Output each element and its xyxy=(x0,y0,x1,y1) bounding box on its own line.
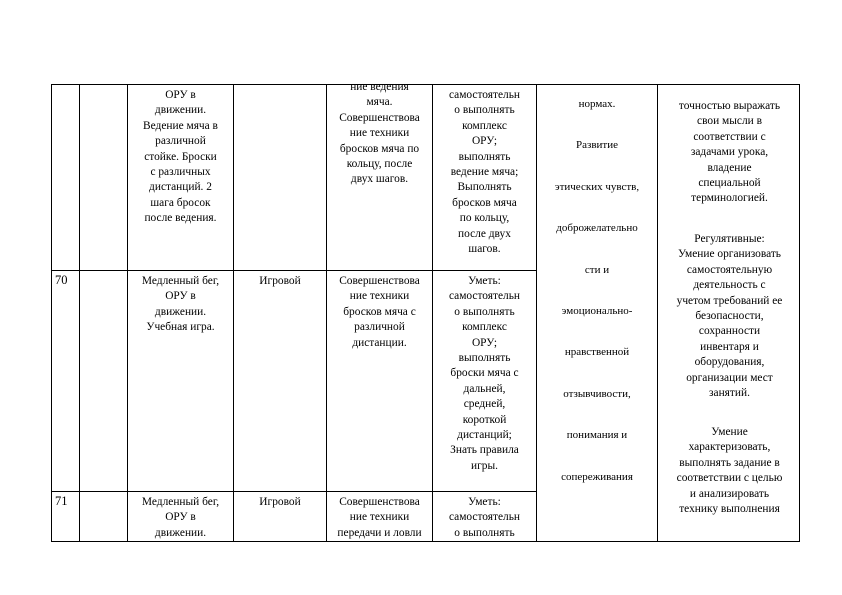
lesson-type-cell: Игровой xyxy=(259,496,301,508)
text-line: ние техники xyxy=(349,127,410,140)
text-line: ведение мяча; xyxy=(450,166,519,179)
text-line: о выполнять xyxy=(454,526,515,539)
text-line: ОРУ в xyxy=(165,290,196,303)
text-line: безопасности, xyxy=(695,310,764,323)
requirements-cell xyxy=(433,495,536,541)
text-line: комплекс xyxy=(462,119,507,132)
text-line: бросков мяча с xyxy=(343,305,416,318)
text-line: Выполнять xyxy=(457,181,512,194)
text-line: с различных xyxy=(150,166,211,179)
meta-results-part2 xyxy=(658,232,801,401)
text-line: самостоятельную xyxy=(686,263,773,276)
row-divider xyxy=(52,491,537,492)
topic-cell xyxy=(128,495,233,541)
text-line: Знать правила xyxy=(450,444,519,457)
text-line: ние техники xyxy=(349,290,410,303)
text-line: кольцу, после xyxy=(346,158,413,171)
topic-cell xyxy=(128,274,233,336)
text-line: технику выполнения xyxy=(679,503,780,516)
text-line: ОРУ в xyxy=(165,89,196,101)
text-line: ние техники xyxy=(349,511,410,524)
meta-results-part1 xyxy=(658,99,801,207)
text-line: комплекс xyxy=(462,321,507,334)
text-line: сопереживания xyxy=(561,470,633,483)
row-number: 70 xyxy=(55,273,68,287)
text-line: терминологией. xyxy=(691,192,768,205)
text-line: Развитие xyxy=(575,139,618,152)
text-line: самостоятельн xyxy=(448,89,521,101)
text-line: сохранности xyxy=(698,325,761,338)
text-line: бросков мяча по xyxy=(339,142,420,155)
text-line: оборудования, xyxy=(694,356,765,369)
text-line: Медленный бег, xyxy=(141,496,220,508)
text-line: Совершенствова xyxy=(339,496,420,508)
text-line: и анализировать xyxy=(689,487,770,500)
text-line: точностью выражать xyxy=(678,100,781,112)
text-line: Регулятивные: xyxy=(694,233,765,245)
text-line: выполнять задание в xyxy=(679,456,780,469)
text-line: дистанций. 2 xyxy=(149,181,212,194)
meta-results-part3 xyxy=(658,425,801,517)
content-cell xyxy=(327,274,432,351)
text-line: ние ведения xyxy=(350,81,409,93)
text-line: дистанции. xyxy=(352,336,407,349)
text-line: шага бросок xyxy=(150,196,211,209)
text-line: игры. xyxy=(471,459,498,472)
text-line: выполнять xyxy=(458,352,511,365)
text-line: броски мяча с xyxy=(450,367,519,380)
text-line: после ведения. xyxy=(144,212,217,225)
text-line: средней, xyxy=(463,398,506,411)
text-line: свои мысли в xyxy=(697,115,762,128)
text-line: Учебная игра. xyxy=(146,321,215,334)
text-line: о выполнять xyxy=(454,305,515,318)
text-line: шагов. xyxy=(468,243,501,256)
text-line: соответствии с xyxy=(693,130,766,143)
text-line: учетом требований ее xyxy=(676,294,783,307)
text-line: ОРУ; xyxy=(471,135,498,148)
text-line: мяча. xyxy=(366,96,393,109)
text-line: движении. xyxy=(154,526,207,539)
text-line: Медленный бег, xyxy=(141,275,220,287)
text-line: ОРУ; xyxy=(471,336,498,349)
text-line: бросков мяча xyxy=(452,196,517,209)
text-line: доброжелательно xyxy=(556,222,638,235)
text-line: занятий. xyxy=(709,387,750,400)
text-line: задачами урока, xyxy=(690,146,769,159)
text-line: деятельность с xyxy=(693,279,766,292)
text-line: после двух xyxy=(458,227,511,240)
text-line: Совершенствова xyxy=(339,275,420,287)
text-line: инвентаря и xyxy=(700,340,759,353)
text-line: движении. xyxy=(154,305,207,318)
topic-cell xyxy=(128,88,233,227)
personal-results-cell xyxy=(537,97,657,511)
text-line: понимания и xyxy=(566,429,628,442)
column-divider xyxy=(233,85,234,541)
text-line: владение xyxy=(707,161,752,174)
lesson-type-cell: Игровой xyxy=(259,275,301,287)
text-line: соответствии с целью xyxy=(676,472,783,485)
text-line: движении. xyxy=(154,104,207,117)
lesson-plan-table xyxy=(51,81,800,542)
text-line: короткой xyxy=(462,413,507,426)
text-line: самостоятельн xyxy=(448,511,521,524)
text-line: эмоционально- xyxy=(561,305,633,318)
text-line: различной xyxy=(155,135,206,148)
text-line: Умение организовать xyxy=(677,248,782,261)
text-line: дистанций; xyxy=(457,429,512,442)
text-line: по кольцу, xyxy=(459,212,510,225)
text-line: сти и xyxy=(584,263,610,276)
text-line: этических чувств, xyxy=(554,180,640,193)
text-line: Уметь: xyxy=(468,275,501,287)
text-line: характеризовать, xyxy=(688,441,771,454)
requirements-cell xyxy=(433,274,536,474)
column-divider xyxy=(79,85,80,541)
text-line: Уметь: xyxy=(468,496,501,508)
text-line: ОРУ в xyxy=(165,511,196,524)
text-line: Умение xyxy=(711,426,748,438)
text-line: нормах. xyxy=(578,98,616,110)
text-line: различной xyxy=(354,321,405,334)
text-line: дальней, xyxy=(463,382,506,395)
text-line: специальной xyxy=(698,177,761,190)
content-cell xyxy=(327,80,432,188)
text-line: нравственной xyxy=(564,346,630,359)
text-line: передачи и ловли xyxy=(337,526,422,539)
text-line: двух шагов. xyxy=(350,173,409,186)
text-line: самостоятельн xyxy=(448,290,521,303)
text-line: Ведение мяча в xyxy=(143,119,218,132)
content-cell xyxy=(327,495,432,541)
text-line: отзывчивости, xyxy=(563,387,631,400)
text-line: выполнять xyxy=(458,150,511,163)
text-line: организации мест xyxy=(686,371,773,384)
text-line: о выполнять xyxy=(454,104,515,117)
text-line: Совершенствова xyxy=(339,111,420,124)
requirements-cell xyxy=(433,88,536,257)
text-line: стойке. Броски xyxy=(144,150,217,163)
row-number: 71 xyxy=(55,494,68,508)
row-divider xyxy=(52,270,537,271)
